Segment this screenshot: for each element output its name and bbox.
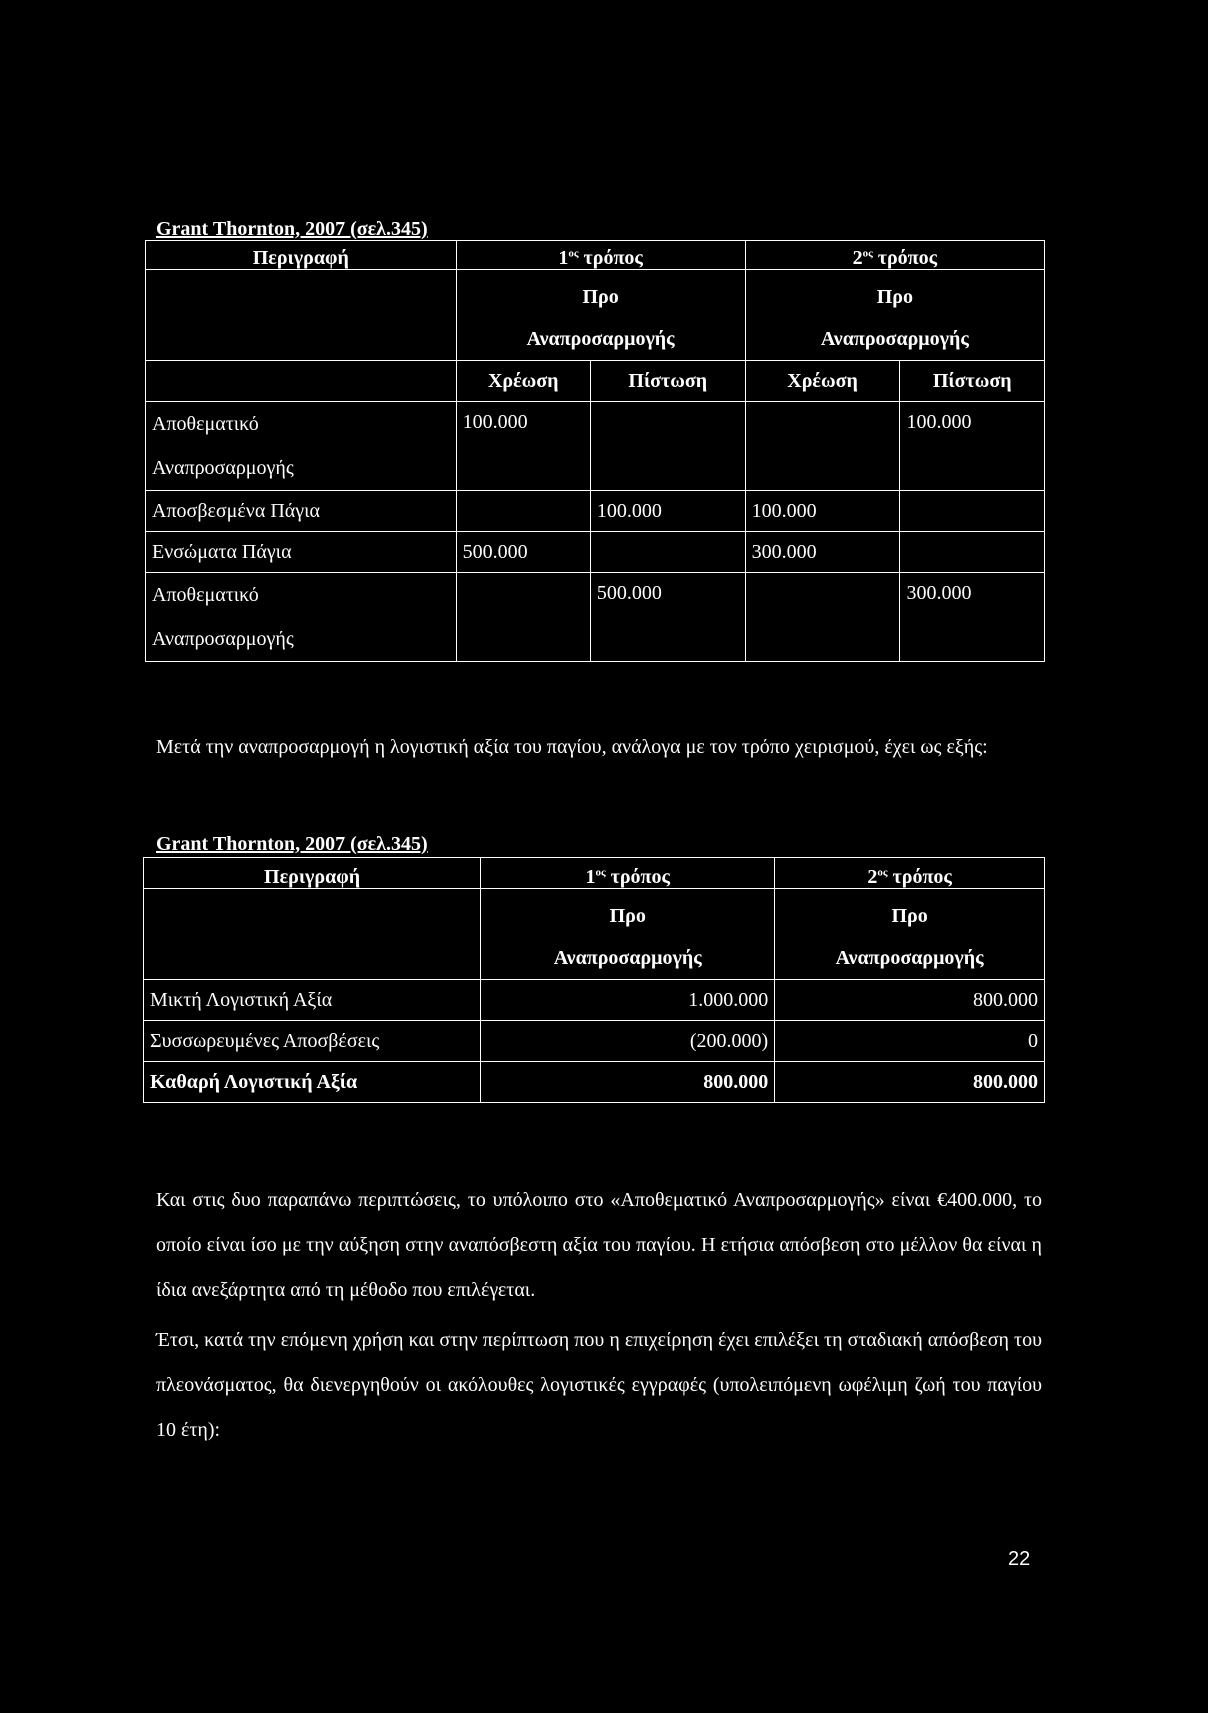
- row-label: Μικτή Λογιστική Αξία: [144, 980, 481, 1021]
- row-label: Συσσωρευμένες Αποσβέσεις: [144, 1021, 481, 1062]
- revaluation-journal-table: [145, 240, 1045, 662]
- cell-m1: 800.000: [481, 1062, 775, 1103]
- table-row: [146, 532, 1045, 573]
- header-pre-revaluation-1: Προ Αναπροσαρμογής: [456, 270, 745, 361]
- subheader-credit-2: Πίστωση: [900, 361, 1045, 402]
- cell-m1: (200.000): [481, 1021, 775, 1062]
- header-pre-revaluation-2: Προ Αναπροσαρμογής: [775, 889, 1045, 980]
- header-pre-revaluation-2: Προ Αναπροσαρμογής: [745, 270, 1044, 361]
- subheader-debit-2: Χρέωση: [745, 361, 900, 402]
- cell-m2-debit: [745, 402, 900, 491]
- header-pre-revaluation-1: Προ Αναπροσαρμογής: [481, 889, 775, 980]
- header-spacer: [146, 270, 457, 361]
- header-method-1: $1^{o\varsigma}$ τρόπος: [481, 858, 775, 889]
- table-row: [144, 980, 1045, 1021]
- header-method-2: $2^{o\varsigma}$ τρόπος: [745, 241, 1044, 270]
- subheader-credit-1: Πίστωση: [590, 361, 745, 402]
- cell-m1-debit: 500.000: [456, 532, 590, 573]
- page-number: 22: [1008, 1548, 1031, 1570]
- table-row: [144, 1021, 1045, 1062]
- source-citation: Grant Thornton, 2007 (σελ.345): [156, 218, 428, 240]
- cell-m1-debit: [456, 491, 590, 532]
- paragraph-reserve-balance: Και στις δυο παραπάνω περιπτώσεις, το υπόλοιπο στο «Αποθεματικό Αναπροσαρμογής» είναι €400.000, το οποίο είναι ίσο με την αύξηση στην αναπόσβεστη αξία του παγίου. Η ετήσια απόσβεση στο μέλλον θα είναι η ίδια ανεξάρτητα από τη μέθοδο που επιλέγεται.: [156, 1189, 1042, 1301]
- row-label: Αποθεματικό Αναπροσαρμογής: [146, 573, 457, 662]
- header-method-2: $2^{o\varsigma}$ τρόπος: [775, 858, 1045, 889]
- table-row: [144, 1062, 1045, 1103]
- cell-m1-debit: [456, 573, 590, 662]
- cell-m1-credit: [590, 402, 745, 491]
- cell-m2-debit: 300.000: [745, 532, 900, 573]
- cell-m1: 1.000.000: [481, 980, 775, 1021]
- subheader-spacer: [146, 361, 457, 402]
- book-value-table: [143, 857, 1045, 1103]
- paragraph-book-value: Μετά την αναπροσαρμογή η λογιστική αξία του παγίου, ανάλογα με τον τρόπο χειρισμού, έχει ως εξής:: [156, 736, 988, 758]
- cell-m1-debit: 100.000: [456, 402, 590, 491]
- row-label: Αποσβεσμένα Πάγια: [146, 491, 457, 532]
- header-description: Περιγραφή: [144, 858, 481, 889]
- header-method-1: $1^{o\varsigma}$ τρόπος: [456, 241, 745, 270]
- header-spacer: [144, 889, 481, 980]
- cell-m2-credit: 100.000: [900, 402, 1045, 491]
- table-row: [146, 491, 1045, 532]
- cell-m1-credit: [590, 532, 745, 573]
- cell-m2: 800.000: [775, 980, 1045, 1021]
- cell-m1-credit: 500.000: [590, 573, 745, 662]
- row-label: Αποθεματικό Αναπροσαρμογής: [146, 402, 457, 491]
- cell-m2-credit: 300.000: [900, 573, 1045, 662]
- header-description: Περιγραφή: [146, 241, 457, 270]
- cell-m2-debit: 100.000: [745, 491, 900, 532]
- table-row: [146, 573, 1045, 662]
- subheader-debit-1: Χρέωση: [456, 361, 590, 402]
- row-label: Ενσώματα Πάγια: [146, 532, 457, 573]
- cell-m1-credit: 100.000: [590, 491, 745, 532]
- paragraph-next-entries: Έτσι, κατά την επόμενη χρήση και στην περίπτωση που η επιχείρηση έχει επιλέξει τη σταδιακή απόσβεση του πλεονάσματος, θα διενεργηθούν οι ακόλουθες λογιστικές εγγραφές (υπολειπόμενη ωφέλιμη ζωή του παγίου 10 έτη):: [156, 1329, 1042, 1441]
- cell-m2-credit: [900, 491, 1045, 532]
- row-label: Καθαρή Λογιστική Αξία: [144, 1062, 481, 1103]
- source-citation: Grant Thornton, 2007 (σελ.345): [156, 833, 428, 855]
- table-row: [146, 402, 1045, 491]
- cell-m2: 0: [775, 1021, 1045, 1062]
- cell-m2: 800.000: [775, 1062, 1045, 1103]
- cell-m2-credit: [900, 532, 1045, 573]
- cell-m2-debit: [745, 573, 900, 662]
